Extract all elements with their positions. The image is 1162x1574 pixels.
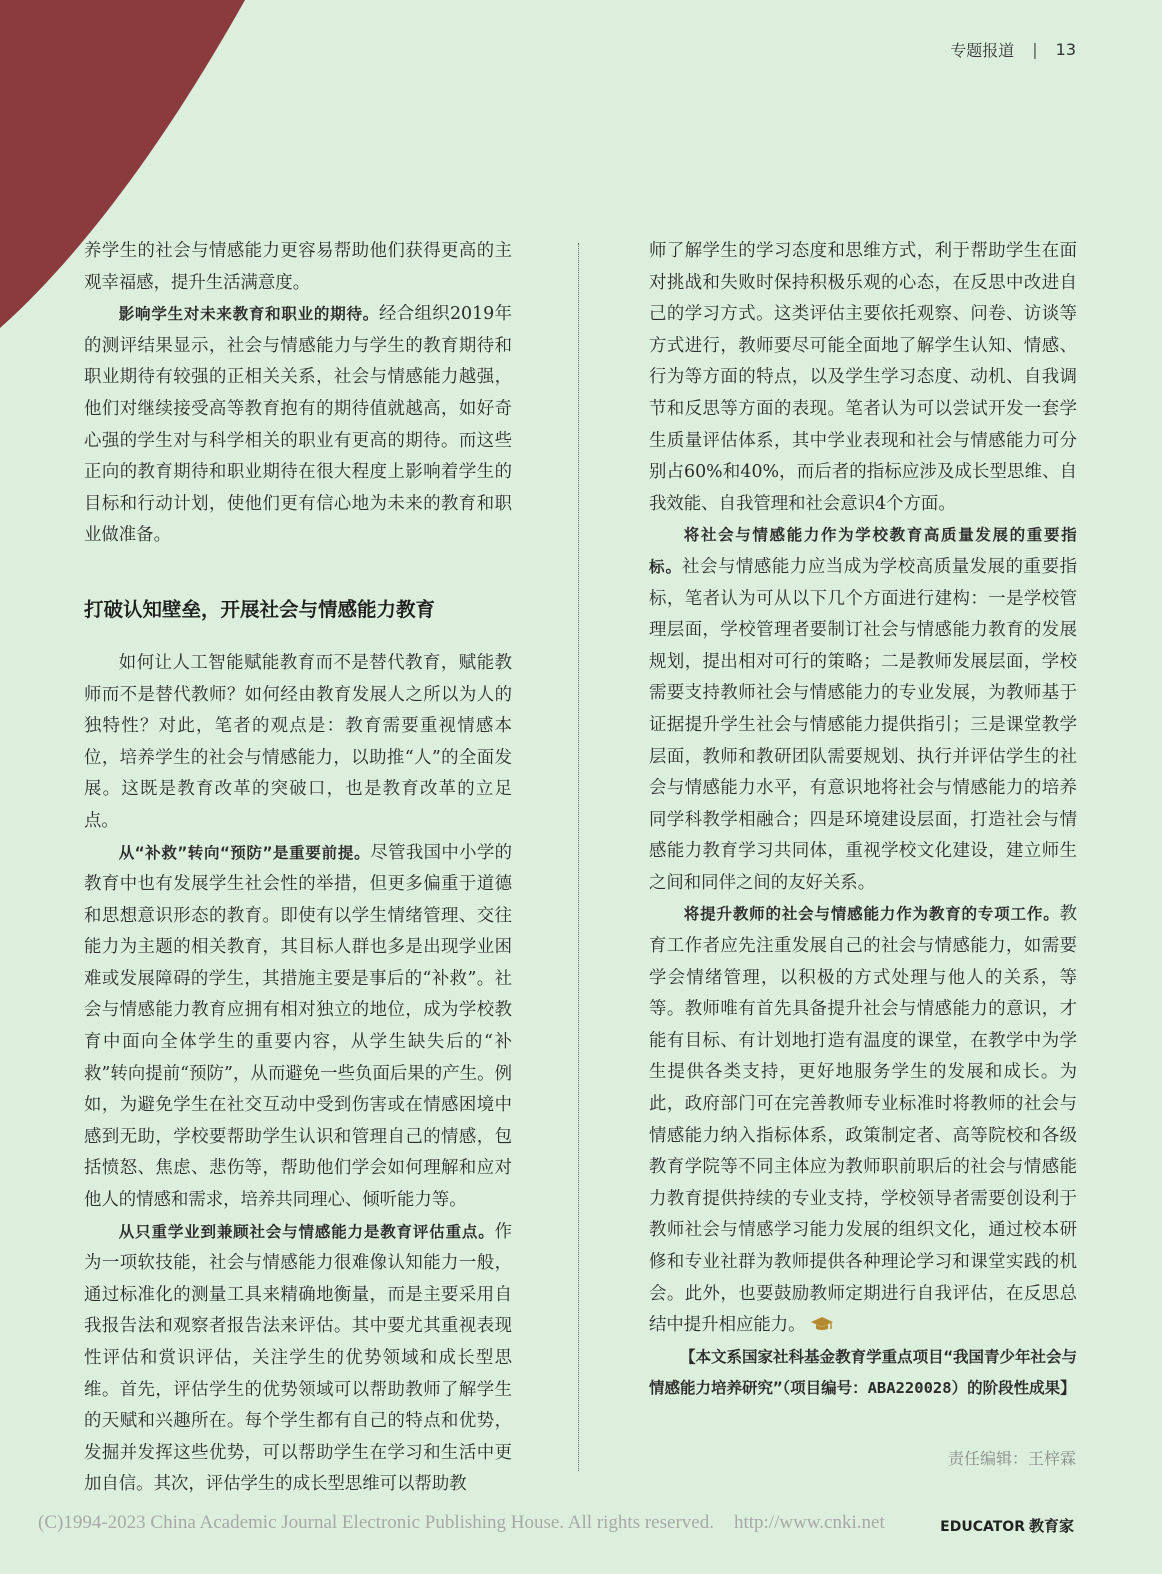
right-column bbox=[649, 236, 1077, 1405]
paragraph-lead: 影响学生对未来教育和职业的期待。 bbox=[118, 305, 379, 324]
header-separator: | bbox=[1032, 40, 1038, 59]
paragraph: 养学生的社会与情感能力更容易帮助他们获得更高的主观幸福感，提升生活满意度。 bbox=[84, 241, 512, 293]
paragraph bbox=[84, 299, 512, 552]
page-number: 13 bbox=[1055, 40, 1076, 59]
paragraph-body: 社会与情感能力应当成为学校高质量发展的重要指标，笔者认为可从以下几个方面进行建构：一是学校管理层面，学校管理者要制订社会与情感能力教育的发展规划，提出相对可行的策略；二是教师发展层面，学校需要支持教师社会与情感能力的专业发展，为教师基于证据提升学生社会与情感能力提供指引；三是课堂教学层面，教师和教研团队需要规划、执行并评估学生的社会与情感能力水平，有意识地将社会与情感能力的培养同学科教学相融合；四是环境建设层面，打造社会与情感能力教育学习共同体，重视学校文化建设，建立师生之间和同伴之间的友好关系。 bbox=[649, 556, 1077, 893]
paragraph-body: 作为一项软技能，社会与情感能力很难像认知能力一般，通过标准化的测量工具来精确地衡量，而是主要采用自我报告法和观察者报告法来评估。其中要尤其重视表现性评估和赏识评估，关注学生的优势领域和成长型思维。首先，评估学生的优势领域可以帮助教师了解学生的天赋和兴趣所在。每个学生都有自己的特点和优势，发掘并发挥这些优势，可以帮助学生在学习和生活中更加自信。其次，评估学生的成长型思维可以帮助教 bbox=[84, 1221, 512, 1495]
paragraph-lead: 将提升教师的社会与情感能力作为教育的专项工作。 bbox=[683, 905, 1060, 924]
column-divider bbox=[578, 243, 579, 1471]
funding-note: 【本文系国家社科基金教育学重点项目“我国青少年社会与情感能力培养研究”（项目编号：ABA220028）的阶段性成果】 bbox=[649, 1347, 1077, 1398]
paragraph-lead: 从“补救”转向“预防”是重要前提。 bbox=[118, 843, 371, 862]
paragraph: 如何让人工智能赋能教育而不是替代教育，赋能教师而不是替代教师？如何经由教育发展人之所以为人的独特性？对此，笔者的观点是：教育需要重视情感本位，培养学生的社会与情感能力，以助推“人”的全面发展。这既是教育改革的突破口，也是教育改革的立足点。 bbox=[84, 652, 512, 831]
graduation-cap-icon bbox=[810, 1315, 834, 1333]
page-header bbox=[950, 38, 1076, 61]
paragraph bbox=[84, 1217, 512, 1501]
copyright-text: (C)1994-2023 China Academic Journal Electronic Publishing House. All rights reserved. bbox=[38, 1512, 714, 1533]
paragraph-lead: 从只重学业到兼顾社会与情感能力是教育评估重点。 bbox=[118, 1222, 495, 1241]
section-heading: 打破认知壁垒，开展社会与情感能力教育 bbox=[84, 597, 436, 621]
footer-url: http://www.cnki.net bbox=[733, 1512, 885, 1533]
paragraph-body: 教育工作者应先注重发展自己的社会与情感能力，如需要学会情绪管理，以积极的方式处理与他人的关系，等等。教师唯有首先具备提升社会与情感能力的意识，才能有目标、有计划地打造有温度的课堂，在教学中为学生提供各类支持，更好地服务学生的发展和成长。为此，政府部门可在完善教师专业标准时将教师的社会与情感能力纳入指标体系，政策制定者、高等院校和各级教育学院等不同主体应为教师职前职后的社会与情感能力教育提供持续的专业支持，学校领导者需要创设利于教师社会与情感学习能力发展的组织文化，通过校本研修和专业社群为教师提供各种理论学习和课堂实践的机会。此外，也要鼓励教师定期进行自我评估，在反思总结中提升相应能力。 bbox=[649, 904, 1077, 1336]
editor-credit: 责任编辑：王梓霖 bbox=[947, 1449, 1076, 1468]
brand-cn: 教育家 bbox=[1028, 1517, 1074, 1535]
paragraph: 师了解学生的学习态度和思维方式，利于帮助学生在面对挑战和失败时保持积极乐观的心态，在反思中改进自己的学习方式。这类评估主要依托观察、问卷、访谈等方式进行，教师要尽可能全面地了解学生认知、情感、行为等方面的特点，以及学生学习态度、动机、自我调节和反思等方面的表现。笔者认为可以尝试开发一套学生质量评估体系，其中学业表现和社会与情感能力可分别占60%和40%，而后者的指标应涉及成长型思维、自我效能、自我管理和社会意识4个方面。 bbox=[649, 241, 1077, 514]
section-title: 专题报道 bbox=[950, 41, 1015, 60]
paragraph bbox=[84, 838, 512, 1217]
paragraph bbox=[649, 899, 1077, 1341]
paragraph-body: 尽管我国中小学的教育中也有发展学生社会性的举措，但更多偏重于道德和思想意识形态的教育。即使有以学生情绪管理、交往能力为主题的相关教育，其目标人群也多是出现学业困难或发展障碍的学生，其措施主要是事后的“补救”。社会与情感能力教育应拥有相对独立的地位，成为学校教育中面向全体学生的重要内容，从学生缺失后的“补救”转向提前“预防”，从而避免一些负面后果的产生。例如，为避免学生在社交互动中受到伤害或在情感困境中感到无助，学校要帮助学生认识和管理自己的情感，包括愤怒、焦虑、悲伤等，帮助他们学会如何理解和应对他人的情感和需求，培养共同理心、倾听能力等。 bbox=[84, 842, 512, 1211]
brand-en: EDUCATOR bbox=[940, 1519, 1025, 1535]
paragraph-body: 经合组织2019年的测评结果显示，社会与情感能力与学生的教育期待和职业期待有较强的正相关关系，社会与情感能力越强，他们对继续接受高等教育抱有的期待值就越高，如好奇心强的学生对与科学相关的职业有更高的期待。而这些正向的教育期待和职业期待在很大程度上影响着学生的目标和行动计划，使他们更有信心地为未来的教育和职业做准备。 bbox=[84, 304, 513, 546]
paragraph bbox=[649, 520, 1077, 899]
brand-logo bbox=[940, 1515, 1074, 1536]
paragraph-lead: 将社会与情感能力作为学校教育高质量发展的重要指标。 bbox=[649, 526, 1077, 576]
left-column bbox=[84, 236, 512, 1501]
